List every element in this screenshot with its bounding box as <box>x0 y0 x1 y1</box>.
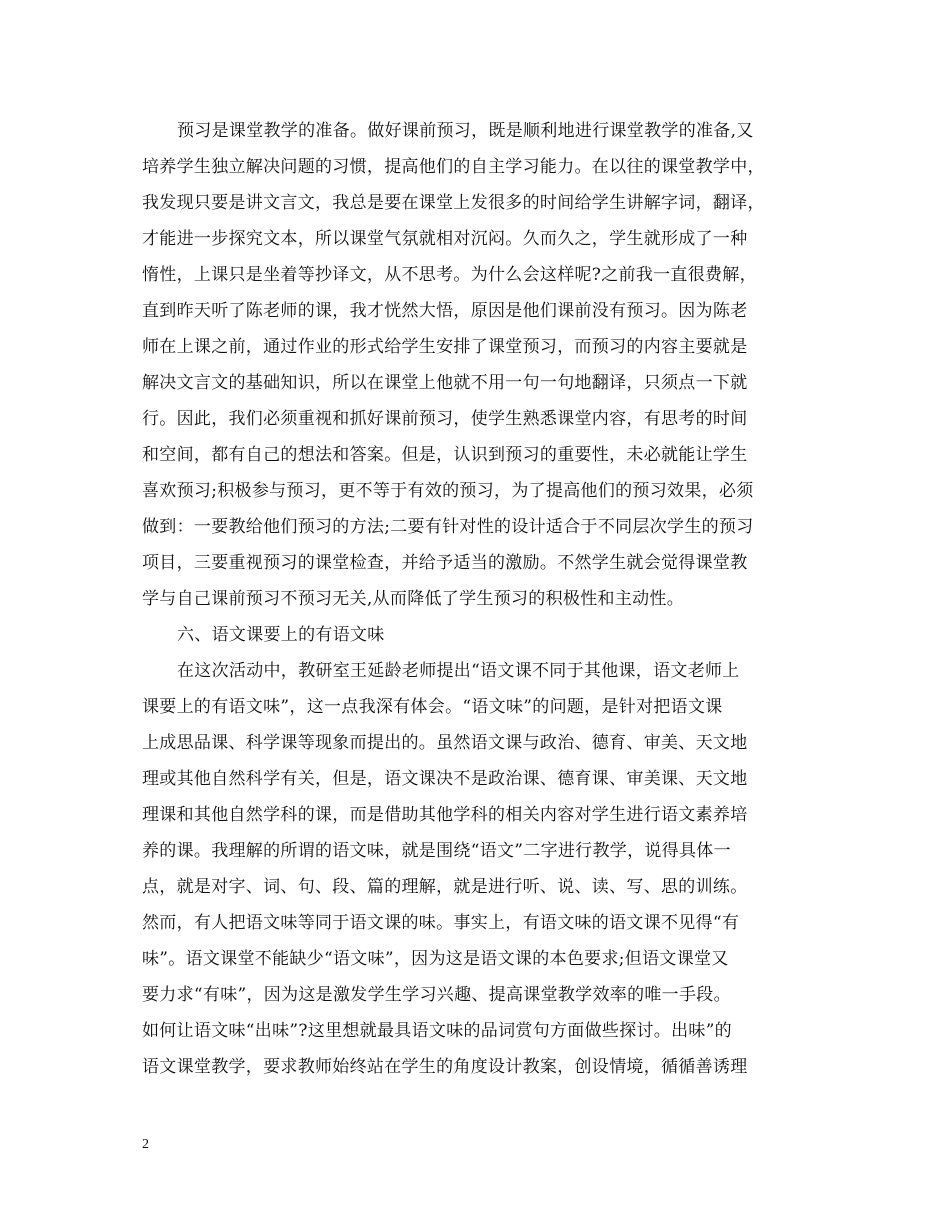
paragraph-line: 如何让语文味“出味”?这里想就最具语文味的品词赏句方面做些探讨。出味”的 <box>142 1021 732 1041</box>
paragraph-line: 学与自己课前预习不预习无关,从而降低了学生预习的积极性和主动性。 <box>142 589 685 609</box>
paragraph-line: 我发现只要是讲文言文，我总是要在课堂上发很多的时间给学生讲解字词，翻译， <box>142 193 765 213</box>
paragraph-line: 才能进一步探究文本，所以课堂气氛就相对沉闷。久而久之，学生就形成了一种 <box>142 229 748 249</box>
paragraph-line: 惰性，上课只是坐着等抄译文，从不思考。为什么会这样呢?之前我一直很费解， <box>142 265 757 285</box>
paragraph-line: 语文课堂教学，要求教师始终站在学生的角度设计教案，创设情境，循循善诱理 <box>142 1057 748 1077</box>
paragraph-line: 要力求“有味”，因为这是激发学生学习兴趣、提高课堂教学效率的唯一手段。 <box>142 985 731 1005</box>
paragraph-line: 培养学生独立解决问题的习惯，提高他们的自主学习能力。在以往的课堂教学中， <box>142 157 765 177</box>
paragraph-line: 养的课。我理解的所谓的语文味，就是围绕“语文”二字进行教学，说得具体一 <box>142 841 731 861</box>
paragraph-line: 和空间，都有自己的想法和答案。但是，认识到预习的重要性，未必就能让学生 <box>142 445 748 465</box>
paragraph-line: 直到昨天听了陈老师的课，我才恍然大悟，原因是他们课前没有预习。因为陈老 <box>142 301 748 321</box>
paragraph-line: 师在上课之前，通过作业的形式给学生安排了课堂预习，而预习的内容主要就是 <box>142 337 748 357</box>
paragraph-line: 喜欢预习;积极参与预习，更不等于有效的预习，为了提高他们的预习效果，必须 <box>142 481 754 501</box>
paragraph-line: 在这次活动中，教研室王延龄老师提出“语文课不同于其他课，语文老师上 <box>177 661 740 681</box>
paragraph-line: 然而，有人把语文味等同于语文课的味。事实上，有语文味的语文课不见得“有 <box>142 913 740 933</box>
paragraph-line: 上成思品课、科学课等现象而提出的。虽然语文课与政治、德育、审美、天文地 <box>142 733 748 753</box>
paragraph-line: 味”。语文课堂不能缺少“语文味”，因为这是语文课的本色要求;但语文课堂又 <box>142 949 729 969</box>
paragraph-line: 预习是课堂教学的准备。做好课前预习，既是顺利地进行课堂教学的准备,又 <box>177 121 754 141</box>
paragraph-line: 课要上的有语文味”，这一点我深有体会。“语文味”的问题，是针对把语文课 <box>142 697 723 717</box>
page-number: 2 <box>142 1137 149 1152</box>
paragraph-line: 解决文言文的基础知识，所以在课堂上他就不用一句一句地翻译，只须点一下就 <box>142 373 748 393</box>
section-heading: 六、语文课要上的有语文味 <box>177 625 385 645</box>
paragraph-line: 项目，三要重视预习的课堂检查，并给予适当的激励。不然学生就会觉得课堂教 <box>142 553 748 573</box>
paragraph-line: 点，就是对字、词、句、段、篇的理解，就是进行听、说、读、写、思的训练。 <box>142 877 748 897</box>
paragraph-line: 行。因此，我们必须重视和抓好课前预习，使学生熟悉课堂内容，有思考的时间 <box>142 409 748 429</box>
paragraph-line: 理课和其他自然学科的课，而是借助其他学科的相关内容对学生进行语文素养培 <box>142 805 748 825</box>
paragraph-line: 理或其他自然科学有关，但是，语文课决不是政治课、德育课、审美课、天文地 <box>142 769 748 789</box>
paragraph-line: 做到：一要教给他们预习的方法;二要有针对性的设计适合于不同层次学生的预习 <box>142 517 754 537</box>
